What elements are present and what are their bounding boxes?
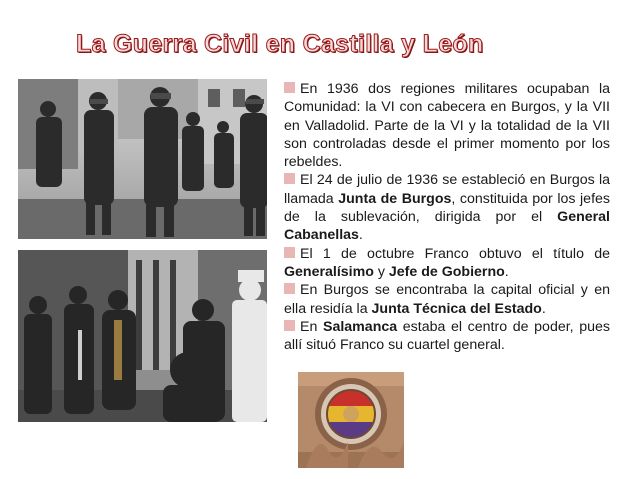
paragraph-text: . <box>358 227 363 244</box>
square-bullet-icon <box>284 82 295 93</box>
paragraph-text: estaba el centro de poder, pues allí situó Franco su cuartel general. <box>284 318 611 354</box>
paragraph-text: En 1936 dos regiones militares ocupaban la Comunidad: la VI con cabecera en Burgos, y la VII en Valladolid. Parte de la VI y la totalidad de la VII son controladas desde el primer momento por los rebeldes. <box>284 81 610 171</box>
paragraph-text: y <box>373 263 389 280</box>
marching-soldiers-photo <box>18 79 267 239</box>
paragraph-text: , constituida por los jefes de la sublevación, dirigida por el <box>284 190 610 226</box>
paragraph-text: El 1 de octubre Franco obtuvo el título de <box>300 245 610 262</box>
highlight-text: Junta Técnica del Estado <box>371 300 542 317</box>
square-bullet-icon <box>284 247 295 258</box>
paragraph-text: . <box>504 263 509 280</box>
republican-emblem-photo <box>298 372 404 468</box>
paragraph-junta-burgos <box>284 171 610 244</box>
paragraph-text: . <box>541 300 546 317</box>
highlight-text: Generalísimo <box>284 263 374 280</box>
paragraph-capital <box>284 281 610 318</box>
square-bullet-icon <box>284 283 295 294</box>
paragraph-franco-title <box>284 245 610 282</box>
highlight-text: Jefe de Gobierno <box>388 263 505 280</box>
square-bullet-icon <box>284 320 295 331</box>
slide-title: La Guerra Civil en Castilla y León <box>76 30 484 58</box>
content-text-block <box>284 80 610 354</box>
paragraph-text: El 24 de julio de 1936 se estableció en Burgos la llamada <box>284 172 610 207</box>
highlight-text: Salamanca <box>323 318 398 335</box>
paragraph-text: En <box>300 318 323 335</box>
paragraph-text: En Burgos se encontraba la capital oficial y en ella residía la <box>284 282 610 317</box>
highlight-text: Junta de Burgos <box>338 190 452 207</box>
officers-saluting-photo <box>18 250 267 422</box>
paragraph-regions <box>284 80 610 171</box>
square-bullet-icon <box>284 173 295 184</box>
highlight-text: General Cabanellas <box>284 209 610 244</box>
paragraph-salamanca <box>284 318 610 355</box>
